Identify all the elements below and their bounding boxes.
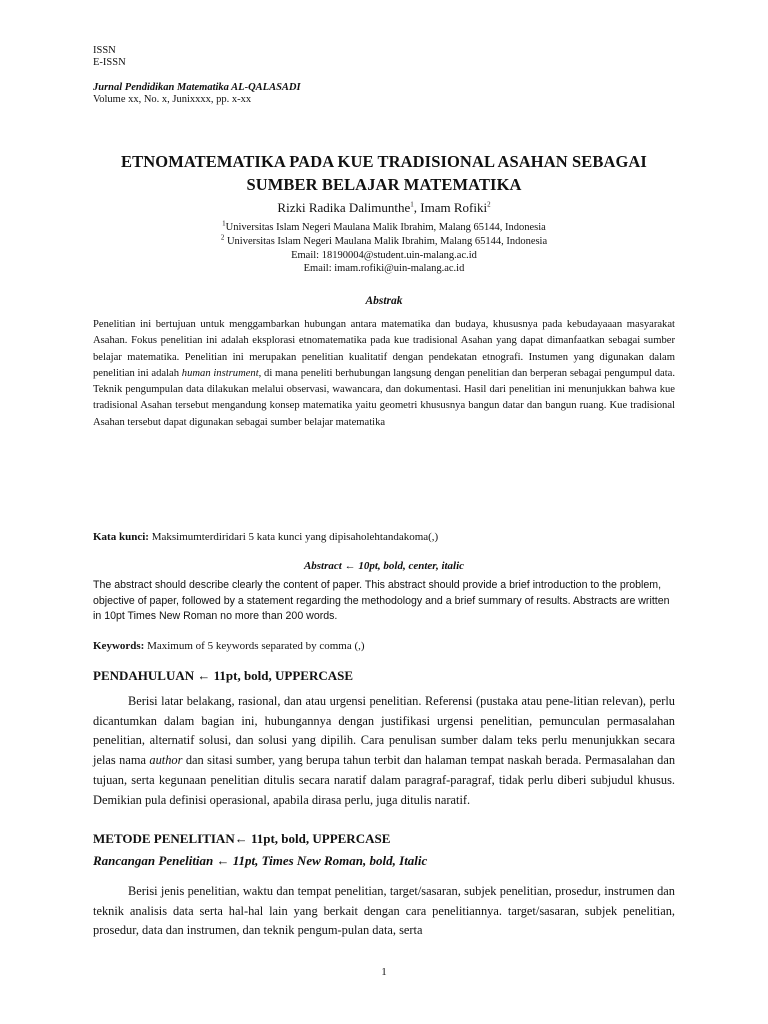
paper-title [60, 150, 708, 196]
affiliation-2-sup: 2 [220, 233, 225, 242]
title-line-2: SUMBER BELAJAR MATEMATIKA [246, 175, 522, 194]
journal-name: Jurnal Pendidikan Matematika AL-QALASADI [93, 82, 301, 93]
email-1: Email: 18190004@student.uin-malang.ac.id [291, 250, 477, 261]
author-1: Rizki Radika Dalimunthe [277, 200, 411, 215]
affiliation-2 [60, 235, 708, 249]
pendahuluan-text-1: Berisi latar belakang, rasional, dan atau urgensi penelitian. Referensi (pustaka atau pene-litian relevan), perlu dicantumkan dalam bagian ini, hubungannya dengan justifikasi urgensi penelitian, pemunculan permasalahan penelitian, alternatif solusi, dan solusi yang dipilih. Cara penulisan sumber dalam teks perlu menunjukkan secara jelas nama [93, 694, 675, 768]
author-2-sup: 2 [487, 200, 491, 209]
issn-label: ISSN [93, 45, 116, 56]
author-separator: , [413, 200, 421, 215]
affiliation-2-text: Universitas Islam Negeri Maulana Malik Ibrahim, Malang 65144, Indonesia [224, 236, 548, 247]
title-line-1: ETNOMATEMATIKA PADA KUE TRADISIONAL ASAHAN SEBAGAI [121, 152, 647, 171]
abstract-en-heading: Abstract ← 10pt, bold, center, italic [303, 560, 465, 572]
email-2: Email: imam.rofiki@uin-malang.ac.id [303, 263, 465, 274]
abstrak-text-1: Penelitian ini bertujuan untuk menggambarkan hubungan antara matematika dan budaya, khususnya pada kebudayaaan masyarakat Asahan. Fokus penelitian ini adalah eksplorasi etnomatematika pada kue tradisional Asahan yang dapat dimanfaatkan sebagai sumber belajar matematika. Penelitian ini merupakan penelitian kualitatif dengan pendekatan etnografi. Instumen yang digunakan dalam penelitian ini adalah [93, 319, 675, 379]
pendahuluan-text-2: dan sitasi sumber, yang berupa tahun terbit dan halaman tempat naskah berada. Permasalahan dan tujuan, serta kegunaan penelitian ditulis secara naratif dalam paragraf-paragraf, tidak perlu diberi subjudul khusus. Demikian pula definisi operasional, apabila dirasa perlu, juga ditulis naratif. [93, 753, 676, 807]
kata-kunci-line [93, 531, 438, 543]
abstract-en-body: The abstract should describe clearly the content of paper. This abstract should provide a brief introduction to the problem, objective of paper, followed by a statement regarding the methodology and a brief summary of results. Abstracts are written in 10pt Times New Roman no more than 200 words. [93, 579, 670, 623]
keywords-label: Keywords: [93, 640, 145, 652]
abstrak-text-italic: human instrument, [181, 367, 262, 379]
abstrak-heading: Abstrak [365, 295, 403, 307]
kata-kunci-text: Maksimumterdiridari 5 kata kunci yang dipisaholehtandakoma(,) [148, 531, 439, 543]
pendahuluan-body [93, 692, 675, 810]
pendahuluan-text-italic: author [149, 753, 183, 768]
affiliation-1-sup: 1 [222, 219, 226, 228]
author-list [60, 200, 708, 216]
page-number: 1 [381, 966, 387, 978]
eissn-label: E-ISSN [93, 57, 126, 68]
kata-kunci-label: Kata kunci: [93, 531, 149, 543]
rancangan-subheading: Rancangan Penelitian ← 11pt, Times New Roman, bold, Italic [93, 853, 428, 868]
keywords-line [93, 640, 365, 652]
pendahuluan-heading: PENDAHULUAN ← 11pt, bold, UPPERCASE [93, 668, 354, 683]
volume-info: Volume xx, No. x, Junixxxx, pp. x-xx [93, 94, 252, 105]
affiliation-1 [60, 221, 708, 235]
affiliation-1-text: Universitas Islam Negeri Maulana Malik Ibrahim, Malang 65144, Indonesia [225, 222, 546, 233]
metode-heading: METODE PENELITIAN← 11pt, bold, UPPERCASE [93, 831, 391, 846]
author-1-sup: 1 [410, 200, 414, 209]
abstrak-body [93, 317, 675, 431]
metode-body: Berisi jenis penelitian, waktu dan tempat penelitian, target/sasaran, subjek penelitian, prosedur, instrumen dan teknik analisis data serta hal-hal lain yang berkait dengan cara penelitiannya. target/sasaran, subjek penelitian, prosedur, data dan instrumen, dan teknik pengum-pulan data, serta [93, 884, 675, 938]
abstrak-text-2: di mana peneliti berhubungan langsung dengan penelitian dan berperan sebagai pengumpul data. Teknik pengumpulan data dilakukan melalui observasi, wawancara, dan dokumentasi. Hasil dari penelitian ini menunjukkan bahwa kue tradisional Asahan tersebut mengandung konsep matematika yaitu geometri khususnya bangun datar dan bangun ruang. Kue tradisional Asahan tersebut dapat digunakan sebagai sumber belajar matematika [93, 367, 676, 428]
author-2: Imam Rofiki [420, 200, 488, 215]
keywords-text: Maximum of 5 keywords separated by comma (,) [144, 640, 365, 652]
